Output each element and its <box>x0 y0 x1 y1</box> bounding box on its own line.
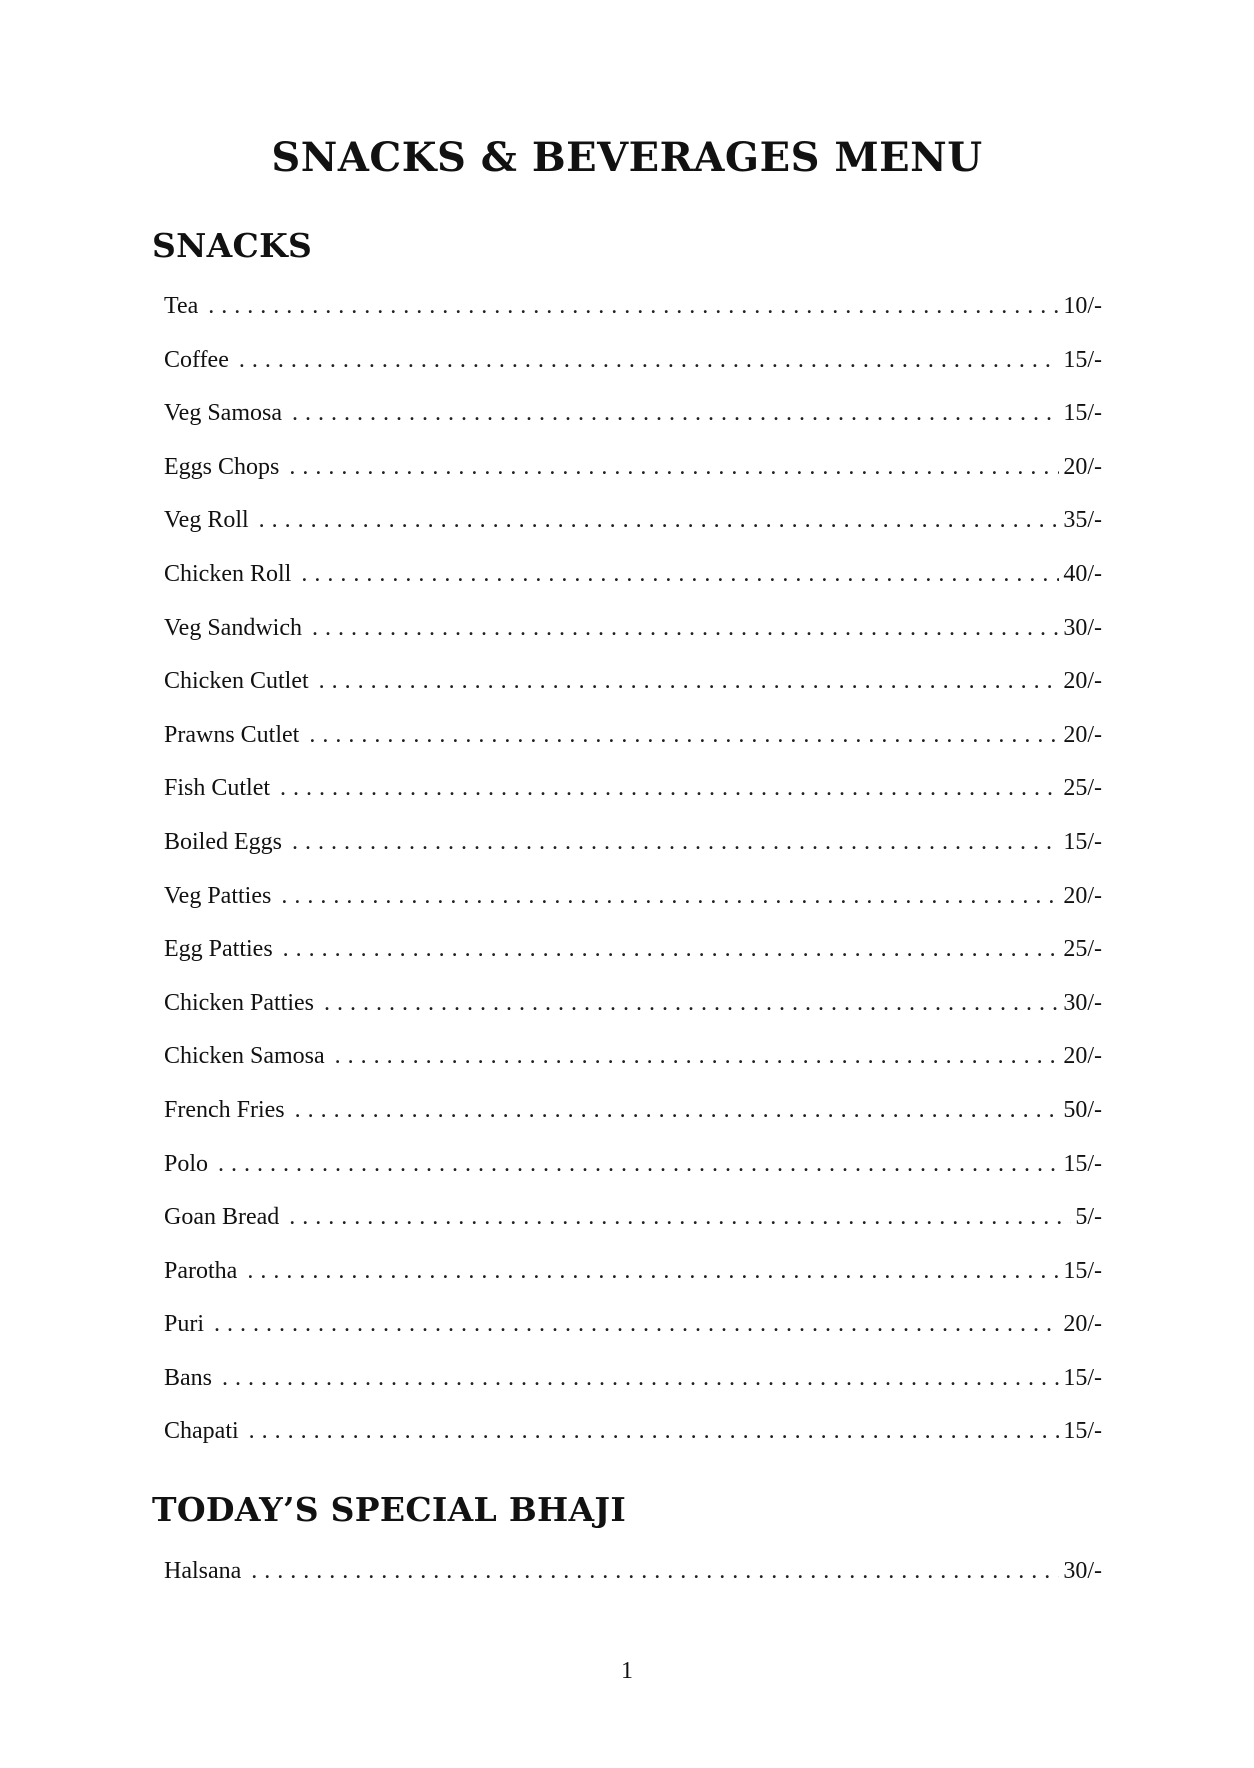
menu-item-row <box>164 1092 1102 1146</box>
menu-item-name: Parotha <box>164 1257 238 1284</box>
menu-item-row <box>164 717 1102 771</box>
dot-leader <box>218 1146 1059 1182</box>
dot-leader <box>292 395 1059 431</box>
section-heading-snacks: SNACKS <box>152 226 313 265</box>
menu-item-name: Coffee <box>164 346 229 373</box>
menu-item-name: Chicken Samosa <box>164 1043 325 1070</box>
special-bhaji-list <box>164 1553 1102 1607</box>
menu-item-row <box>164 878 1102 932</box>
dot-leader <box>214 1306 1059 1342</box>
menu-item-row <box>164 985 1102 1039</box>
menu-item-row <box>164 1553 1102 1607</box>
menu-item-name: Veg Sandwich <box>164 614 302 641</box>
menu-item-row <box>164 1360 1102 1414</box>
menu-item-price: 50/- <box>1063 1096 1102 1123</box>
menu-item-row <box>164 663 1102 717</box>
menu-item-name: Veg Roll <box>164 507 249 534</box>
menu-item-name: Tea <box>164 293 199 319</box>
section-heading-special: TODAY’S SPECIAL BHAJI <box>152 1490 627 1529</box>
dot-leader <box>324 985 1059 1021</box>
menu-item-price: 20/- <box>1063 882 1102 909</box>
menu-item-price: 20/- <box>1063 1311 1102 1338</box>
menu-item-price: 20/- <box>1063 453 1102 480</box>
menu-item-price: 20/- <box>1063 668 1102 695</box>
dot-leader <box>251 1553 1059 1589</box>
menu-item-name: Polo <box>164 1150 209 1177</box>
menu-item-row <box>164 1413 1102 1467</box>
menu-item-price: 5/- <box>1075 1204 1102 1231</box>
dot-leader <box>301 556 1059 592</box>
dot-leader <box>249 1413 1060 1449</box>
menu-item-price: 35/- <box>1063 507 1102 534</box>
menu-item-row <box>164 1038 1102 1092</box>
dot-leader <box>283 931 1060 967</box>
menu-item-name: Veg Samosa <box>164 400 282 427</box>
menu-item-name: Chicken Roll <box>164 560 292 587</box>
menu-item-row <box>164 610 1102 664</box>
snacks-list <box>164 288 1102 1467</box>
menu-item-row <box>164 395 1102 449</box>
menu-item-row <box>164 1146 1102 1200</box>
menu-item-row <box>164 288 1102 342</box>
menu-item-price: 15/- <box>1063 1418 1102 1445</box>
menu-item-row <box>164 770 1102 824</box>
menu-item-price: 30/- <box>1063 614 1102 641</box>
menu-item-price: 15/- <box>1063 1364 1102 1391</box>
menu-item-name: Chicken Patties <box>164 989 314 1016</box>
menu-item-name: Bans <box>164 1364 212 1391</box>
dot-leader <box>259 502 1060 538</box>
menu-item-price: 20/- <box>1063 1043 1102 1070</box>
dot-leader <box>281 878 1059 914</box>
dot-leader <box>247 1253 1059 1289</box>
dot-leader <box>208 288 1059 324</box>
page-number: 1 <box>621 1658 633 1684</box>
menu-item-name: Puri <box>164 1311 205 1338</box>
menu-item-row <box>164 342 1102 396</box>
dot-leader <box>292 824 1059 860</box>
dot-leader <box>289 449 1059 485</box>
page-title: SNACKS & BEVERAGES MENU <box>271 134 983 181</box>
menu-item-name: Fish Cutlet <box>164 775 271 802</box>
menu-item-name: Goan Bread <box>164 1204 280 1231</box>
menu-item-row <box>164 1253 1102 1307</box>
menu-item-price: 30/- <box>1063 989 1102 1016</box>
menu-item-name: Boiled Eggs <box>164 828 282 855</box>
dot-leader <box>309 717 1059 753</box>
menu-item-price: 20/- <box>1063 721 1102 748</box>
menu-item-price: 30/- <box>1063 1558 1102 1584</box>
menu-item-price: 15/- <box>1063 1257 1102 1284</box>
menu-item-name: Prawns Cutlet <box>164 721 300 748</box>
menu-item-row <box>164 931 1102 985</box>
menu-item-price: 10/- <box>1063 293 1102 319</box>
menu-item-name: Veg Patties <box>164 882 272 909</box>
menu-item-row <box>164 1199 1102 1253</box>
menu-item-price: 15/- <box>1063 346 1102 373</box>
dot-leader <box>295 1092 1060 1128</box>
menu-item-name: Eggs Chops <box>164 453 280 480</box>
menu-item-name: French Fries <box>164 1096 285 1123</box>
menu-item-price: 15/- <box>1063 1150 1102 1177</box>
menu-item-name: Egg Patties <box>164 936 273 963</box>
menu-item-row <box>164 824 1102 878</box>
menu-item-price: 15/- <box>1063 828 1102 855</box>
menu-item-price: 25/- <box>1063 775 1102 802</box>
menu-item-price: 25/- <box>1063 936 1102 963</box>
dot-leader <box>280 770 1059 806</box>
menu-item-row <box>164 502 1102 556</box>
menu-item-name: Halsana <box>164 1558 242 1584</box>
menu-item-price: 15/- <box>1063 400 1102 427</box>
dot-leader <box>335 1038 1060 1074</box>
dot-leader <box>312 610 1059 646</box>
menu-item-row <box>164 1306 1102 1360</box>
dot-leader <box>239 342 1059 378</box>
dot-leader <box>319 663 1060 699</box>
menu-item-row <box>164 556 1102 610</box>
menu-item-row <box>164 449 1102 503</box>
menu-item-name: Chapati <box>164 1418 239 1445</box>
dot-leader <box>222 1360 1059 1396</box>
menu-item-name: Chicken Cutlet <box>164 668 309 695</box>
menu-item-price: 40/- <box>1063 560 1102 587</box>
dot-leader <box>289 1199 1071 1235</box>
